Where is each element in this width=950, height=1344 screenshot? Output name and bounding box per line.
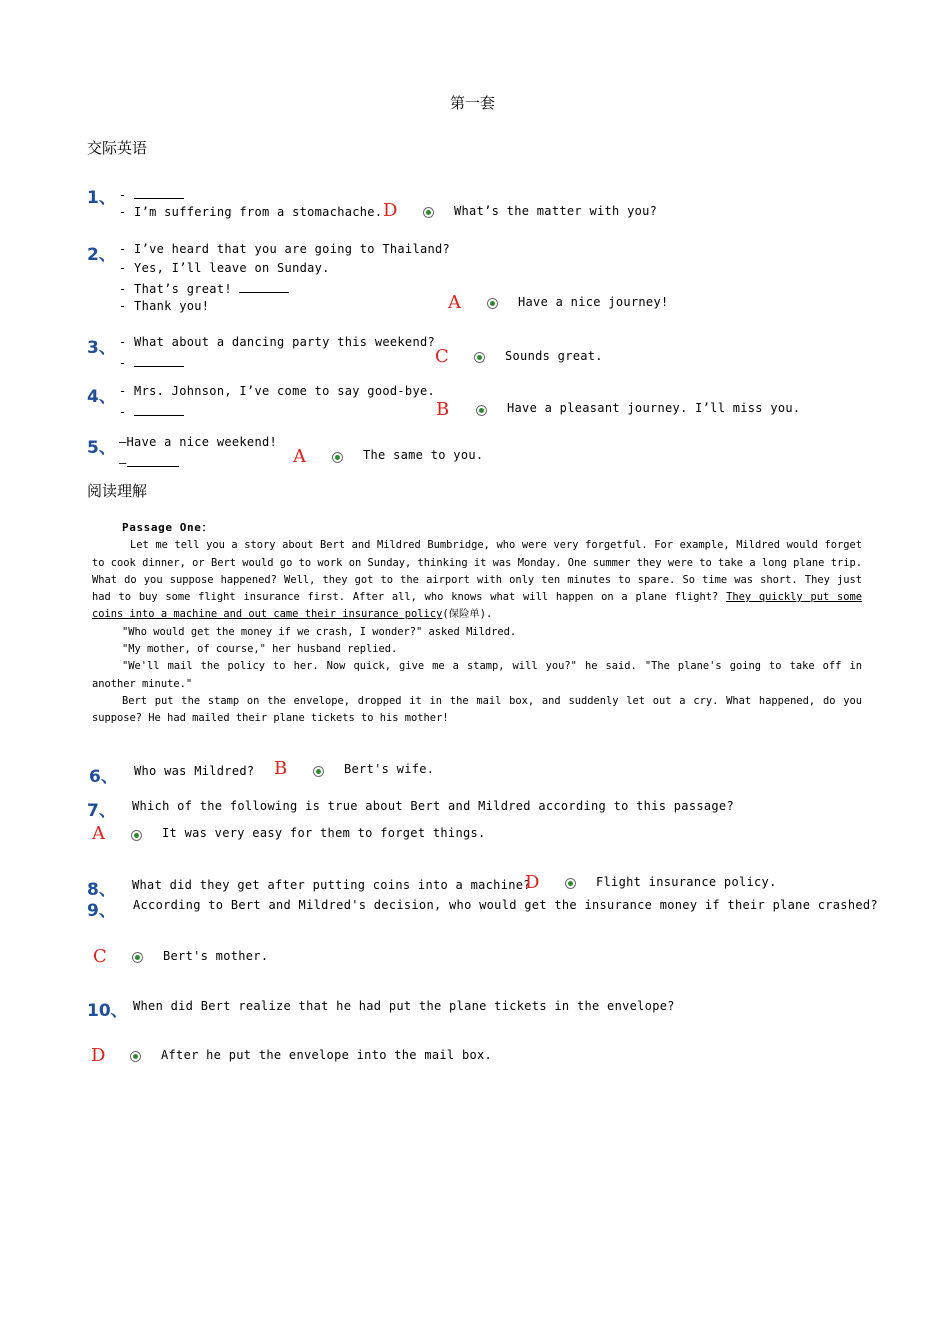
answer-blank (134, 403, 184, 416)
dash: - (119, 356, 127, 370)
passage-text: (保险单). (442, 608, 493, 621)
answer-option: The same to you. (363, 448, 484, 462)
radio-selected-icon[interactable] (332, 452, 343, 463)
dialogue-line: - Thank you! (119, 299, 210, 313)
radio-selected-icon[interactable] (132, 952, 143, 963)
answer-option: Have a pleasant journey. I’ll miss you. (507, 401, 801, 415)
answer-letter: C (93, 946, 107, 967)
dialogue-line (119, 186, 184, 202)
question-text: Who was Mildred? (134, 764, 255, 778)
passage-title: Passage One： (122, 521, 214, 534)
answer-letter: B (274, 758, 288, 779)
dialogue-line (119, 403, 184, 419)
question-number: 10、 (87, 1001, 128, 1021)
answer-letter: D (383, 200, 398, 221)
answer-option: Have a nice journey! (518, 295, 669, 309)
question-number: 7、 (87, 801, 116, 821)
radio-selected-icon[interactable] (130, 1051, 141, 1062)
passage-paragraph (92, 537, 862, 623)
dialogue-line: - Yes, I’ll leave on Sunday. (119, 261, 330, 275)
passage-paragraph: "We'll mail the policy to her. Now quick, give me a stamp, will you?" he said. "The plane's going to take off in another minute." (92, 660, 862, 690)
answer-blank (239, 280, 289, 293)
question-number: 1、 (87, 188, 116, 208)
dialogue-line: - I’ve heard that you are going to Thailand? (119, 242, 451, 256)
dialogue-line: - What about a dancing party this weekend? (119, 335, 436, 349)
question-text: What did they get after putting coins into a machine? (132, 878, 531, 892)
answer-blank (127, 454, 179, 467)
answer-option: Bert's mother. (163, 949, 269, 963)
answer-letter: D (91, 1045, 106, 1066)
answer-option: What’s the matter with you? (454, 204, 658, 218)
answer-letter: C (435, 346, 449, 367)
answer-letter: B (436, 399, 450, 420)
question-number: 2、 (87, 245, 116, 265)
dash: - (119, 188, 127, 202)
dash: — (119, 456, 127, 470)
dialogue-line (119, 354, 184, 370)
question-text: Which of the following is true about Bert and Mildred according to this passage? (132, 799, 734, 813)
question-number: 8、 (87, 880, 116, 900)
answer-letter: D (525, 872, 540, 893)
radio-selected-icon[interactable] (476, 405, 487, 416)
answer-option: Bert's wife. (344, 762, 435, 776)
question-text: According to Bert and Mildred's decision, who would get the insurance money if their plane crashed? (133, 898, 878, 912)
answer-letter: A (448, 292, 461, 313)
answer-option: After he put the envelope into the mail box. (161, 1048, 493, 1062)
radio-selected-icon[interactable] (487, 298, 498, 309)
answer-letter: A (92, 823, 105, 844)
section-title-communicative-english: 交际英语 (87, 139, 148, 157)
passage (92, 519, 862, 728)
answer-blank (134, 186, 184, 199)
answer-blank (134, 354, 184, 367)
passage-paragraph: "Who would get the money if we crash, I wonder?" asked Mildred. (122, 625, 517, 638)
dialogue-line: - Mrs. Johnson, I’ve come to say good-bye. (119, 384, 436, 398)
radio-selected-icon[interactable] (474, 352, 485, 363)
page-title: 第一套 (450, 94, 496, 112)
radio-selected-icon[interactable] (131, 830, 142, 841)
question-number: 5、 (87, 438, 116, 458)
answer-option: Sounds great. (505, 349, 603, 363)
passage-text: Let me tell you a story about Bert and Mildred Bumbridge, who were very forgetful. For example, Mildred would forget to cook dinner, or Bert would go to work on Sunday, thinking it was Monday. One summer they were to take a long plane trip. What do you suppose happened? Well, they got to the airport with only ten minutes to spare. So time was short. They just had to buy some flight insurance first. After all, who knows what will happen on a plane flight? (92, 539, 862, 604)
dialogue-line: —Have a nice weekend! (119, 435, 278, 449)
question-number: 3、 (87, 338, 116, 358)
radio-selected-icon[interactable] (423, 207, 434, 218)
underlined-sentence: They quickly put some coins into a machine and out came their insurance policy (92, 591, 863, 621)
dash: - (119, 405, 127, 419)
section-title-reading: 阅读理解 (87, 482, 148, 500)
radio-selected-icon[interactable] (313, 766, 324, 777)
radio-selected-icon[interactable] (565, 878, 576, 889)
dialogue-text: - That’s great! (119, 282, 232, 296)
question-text: When did Bert realize that he had put the plane tickets in the envelope? (133, 999, 675, 1013)
passage-paragraph: Bert put the stamp on the envelope, dropped it in the mail box, and suddenly let out a cry. What happened, do you suppose? He had mailed their plane tickets to his mother! (92, 694, 862, 725)
question-number: 6、 (89, 767, 118, 787)
passage-paragraph: "My mother, of course," her husband replied. (122, 643, 398, 656)
answer-letter: A (293, 446, 306, 467)
question-number: 4、 (87, 387, 116, 407)
answer-option: It was very easy for them to forget things. (162, 826, 486, 840)
dialogue-line (119, 280, 289, 296)
dialogue-line (119, 454, 179, 470)
answer-option: Flight insurance policy. (596, 875, 777, 889)
question-number: 9、 (87, 901, 116, 921)
dialogue-line: - I’m suffering from a stomachache. (119, 205, 383, 219)
